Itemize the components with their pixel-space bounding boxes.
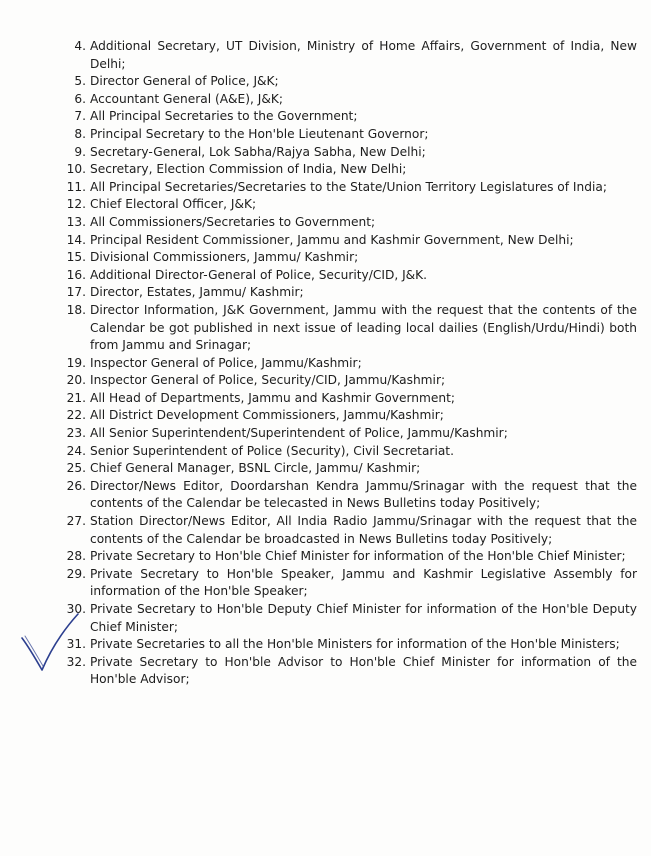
item-number: 18. (66, 302, 86, 317)
item-text: All Head of Departments, Jammu and Kashmir Government; (90, 390, 455, 405)
item-text: Private Secretary to Hon'ble Deputy Chief Minister for information of the Hon'ble Deputy Chief Minister; (90, 602, 637, 634)
list-item (62, 161, 637, 179)
list-item (62, 108, 637, 126)
list-item (62, 179, 637, 197)
item-number: 7. (74, 109, 86, 124)
list-item (62, 654, 637, 689)
item-number: 10. (66, 162, 86, 177)
item-number: 28. (66, 549, 86, 564)
item-number: 8. (74, 126, 86, 141)
item-text: Secretary-General, Lok Sabha/Rajya Sabha, New Delhi; (90, 144, 426, 159)
list-item (62, 443, 637, 461)
item-text: Principal Resident Commissioner, Jammu and Kashmir Government, New Delhi; (90, 232, 574, 247)
list-item (62, 73, 637, 91)
item-text: Director, Estates, Jammu/ Kashmir; (90, 285, 304, 300)
item-text: Director Information, J&K Government, Jammu with the request that the contents of the Calendar be got published in next issue of leading local dailies (English/Urdu/Hindi) both from Jammu and Srinagar; (90, 302, 637, 353)
item-number: 12. (66, 197, 86, 212)
distribution-list (62, 38, 637, 689)
list-item (62, 355, 637, 373)
item-text: All Senior Superintendent/Superintendent of Police, Jammu/Kashmir; (90, 426, 508, 441)
item-text: All District Development Commissioners, Jammu/Kashmir; (90, 408, 444, 423)
item-number: 25. (66, 461, 86, 476)
item-text: Private Secretary to Hon'ble Speaker, Jammu and Kashmir Legislative Assembly for information of the Hon'ble Speaker; (90, 566, 637, 599)
list-item (62, 284, 637, 302)
item-number: 14. (66, 232, 86, 247)
list-item (62, 390, 637, 408)
item-text: All Principal Secretaries to the Government; (90, 109, 358, 124)
handwritten-tick-mark (18, 612, 80, 674)
item-text: Additional Secretary, UT Division, Ministry of Home Affairs, Government of India, New Delhi; (90, 39, 637, 71)
item-text: Chief Electoral Officer, J&K; (90, 197, 257, 212)
item-number: 32. (66, 654, 86, 669)
item-text: Senior Superintendent of Police (Security), Civil Secretariat. (90, 443, 454, 458)
item-text: Director General of Police, J&K; (90, 74, 279, 89)
item-text: Inspector General of Police, Jammu/Kashmir; (90, 355, 362, 370)
list-item (62, 407, 637, 425)
item-text: Private Secretaries to all the Hon'ble Ministers for information of the Hon'ble Ministers; (90, 637, 620, 652)
item-number: 30. (66, 602, 86, 616)
item-number: 21. (66, 390, 86, 405)
item-number: 22. (66, 408, 86, 423)
item-text: Additional Director-General of Police, Security/CID, J&K. (90, 267, 428, 282)
item-number: 5. (74, 74, 86, 89)
list-item (62, 372, 637, 390)
item-text: Private Secretary to Hon'ble Chief Minister for information of the Hon'ble Chief Minister; (90, 549, 626, 564)
list-item (62, 214, 637, 232)
list-item (62, 460, 637, 478)
list-item (62, 566, 637, 601)
item-text: Inspector General of Police, Security/CID, Jammu/Kashmir; (90, 373, 446, 388)
item-number: 6. (74, 91, 86, 106)
item-number: 24. (66, 443, 86, 458)
item-text: Secretary, Election Commission of India, New Delhi; (90, 162, 407, 177)
item-number: 11. (66, 179, 86, 194)
item-number: 29. (66, 566, 86, 581)
item-number: 4. (74, 39, 86, 53)
list-item (62, 513, 637, 548)
item-number: 27. (66, 514, 86, 529)
list-item (62, 478, 637, 513)
list-item (62, 548, 637, 566)
item-number: 23. (66, 426, 86, 441)
item-number: 13. (66, 214, 86, 229)
item-text: Accountant General (A&E), J&K; (90, 91, 283, 106)
list-item (62, 144, 637, 162)
list-item (62, 91, 637, 109)
list-item (62, 126, 637, 144)
item-number: 17. (66, 285, 86, 300)
list-item (62, 302, 637, 355)
item-text: Director/News Editor, Doordarshan Kendra Jammu/Srinagar with the request that the contents of the Calendar be telecasted in News Bulletins today Positively; (90, 478, 637, 511)
list-item (62, 38, 637, 73)
item-text: Divisional Commissioners, Jammu/ Kashmir; (90, 250, 359, 265)
list-item (62, 425, 637, 443)
item-text: Station Director/News Editor, All India Radio Jammu/Srinagar with the request that the contents of the Calendar be broadcasted in News Bulletins today Positively; (90, 514, 637, 546)
list-item (62, 249, 637, 267)
item-number: 9. (74, 144, 86, 159)
item-number: 15. (66, 250, 86, 265)
item-text: All Principal Secretaries/Secretaries to the State/Union Territory Legislatures of India; (90, 179, 607, 194)
item-number: 20. (66, 373, 86, 388)
item-text: Private Secretary to Hon'ble Advisor to Hon'ble Chief Minister for information of the Hon'ble Advisor; (90, 654, 637, 687)
list-item (62, 196, 637, 214)
item-text: All Commissioners/Secretaries to Government; (90, 214, 376, 229)
list-item (62, 601, 637, 636)
item-number: 31. (66, 637, 86, 652)
list-item (62, 636, 637, 654)
item-text: Chief General Manager, BSNL Circle, Jammu/ Kashmir; (90, 461, 421, 476)
item-number: 19. (66, 355, 86, 370)
list-item (62, 232, 637, 250)
item-number: 16. (66, 267, 86, 282)
list-item (62, 267, 637, 285)
item-text: Principal Secretary to the Hon'ble Lieutenant Governor; (90, 126, 429, 141)
item-number: 26. (66, 478, 86, 493)
